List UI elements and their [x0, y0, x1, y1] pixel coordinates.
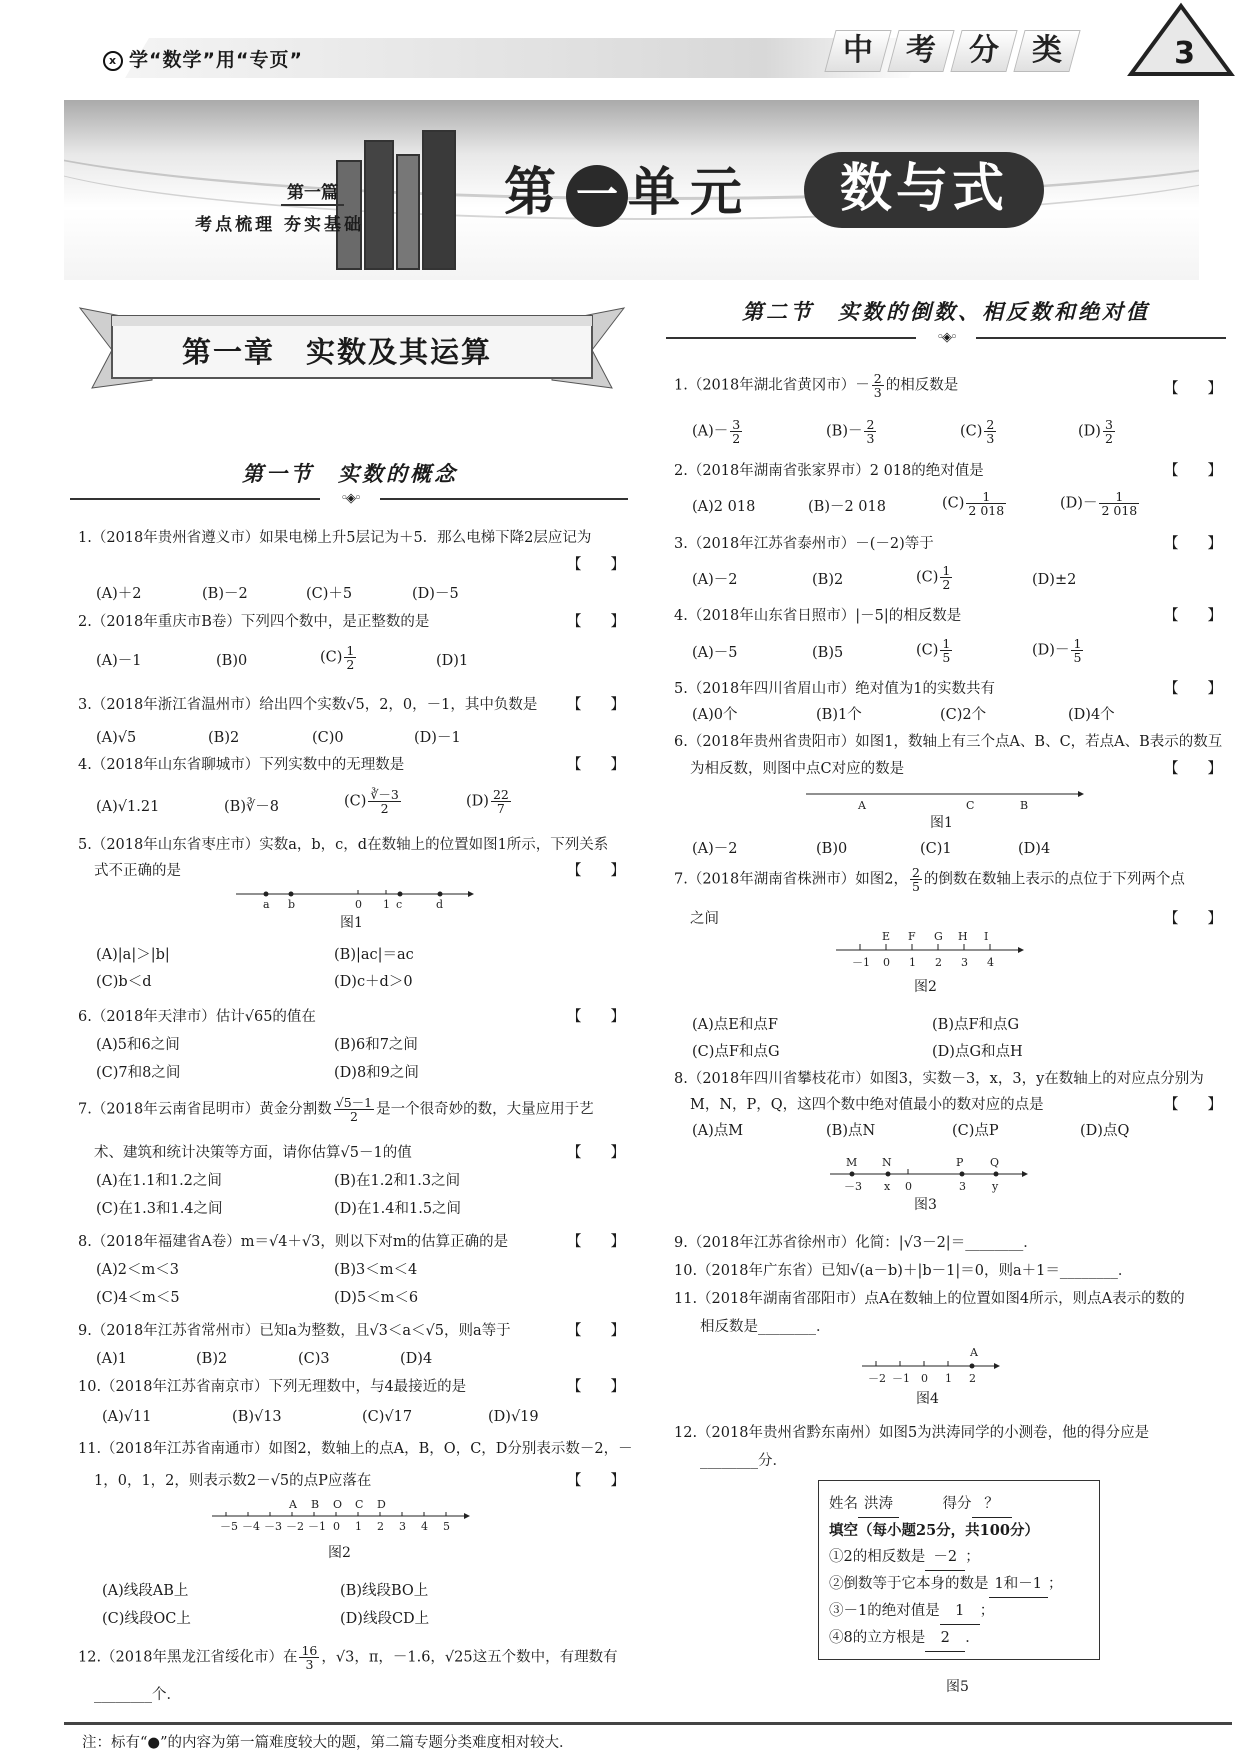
question: 1.（2018年贵州省遵义市）如果电梯上升5层记为＋5．那么电梯下降2层应记为: [78, 530, 592, 546]
question: 相反数是________．: [700, 1319, 831, 1335]
brand: [103, 48, 303, 73]
svg-text:F: F: [908, 930, 916, 943]
svg-text:C: C: [355, 1498, 364, 1511]
svg-text:H: H: [958, 930, 968, 943]
option: (D)4: [1018, 841, 1051, 857]
svg-text:I: I: [984, 930, 989, 943]
option: (D)c＋d＞0: [334, 974, 413, 990]
option: (C)7和8之间: [96, 1065, 181, 1081]
option: (B)－2 018: [808, 499, 886, 515]
question: 2.（2018年重庆市B卷）下列四个数中，是正整数的是: [78, 614, 430, 630]
unit-name: 数与式: [804, 152, 1044, 228]
option: (D)±2: [1032, 572, 1077, 588]
svg-text:a: a: [263, 898, 270, 911]
option: (A)√1.21: [96, 799, 160, 815]
question: 12.（2018年黑龙江省绥化市）在 $\frac{16}{3}$ ，√3，π，－1.6，√25这五个数中，有理数有: [78, 1643, 618, 1673]
svg-text:－5: －5: [220, 1520, 238, 1533]
question: 5.（2018年山东省枣庄市）实数a，b，c，d在数轴上的位置如图1所示，下列关系: [78, 837, 609, 853]
option: (C)1: [920, 841, 952, 857]
option: (B)线段BO上: [340, 1583, 429, 1599]
answer-bracket: 【 】: [1164, 608, 1222, 624]
svg-text:y: y: [992, 1180, 999, 1193]
question: 6.（2018年天津市）估计√65的值在: [78, 1009, 316, 1025]
question: 式不正确的是: [94, 863, 181, 879]
svg-text:4: 4: [987, 956, 994, 969]
question: 10.（2018年广东省）已知√(a－b)＋|b－1|＝0，则a＋1＝________．: [674, 1263, 1133, 1279]
footer-divider: [64, 1722, 1232, 1725]
ornament-icon: ◦◈◦: [916, 330, 976, 344]
question: 8.（2018年四川省攀枝花市）如图3，实数－3，x，3，y在数轴上的对应点分别为: [674, 1071, 1204, 1087]
option: (C)在1.3和1.4之间: [96, 1201, 223, 1217]
svg-text:Q: Q: [990, 1156, 1000, 1169]
svg-text:c: c: [396, 898, 403, 911]
option: (D)－5: [412, 586, 459, 602]
option: (D)1: [436, 653, 469, 669]
option: (B)3＜m＜4: [334, 1262, 418, 1278]
question: 8.（2018年福建省A卷）m＝√4＋√3，则以下对m的估算正确的是: [78, 1234, 509, 1250]
quiz-line: ②倒数等于它本身的数是 1和－1 ；: [829, 1571, 1089, 1598]
svg-text:A: A: [970, 1346, 978, 1359]
answer-bracket: 【 】: [1164, 381, 1222, 397]
option: (B)2: [196, 1351, 228, 1367]
question: ________个．: [94, 1687, 181, 1703]
svg-text:B: B: [1020, 799, 1029, 812]
option: (C)点F和点G: [692, 1044, 780, 1060]
number-line-figure: [862, 1344, 1002, 1394]
option: (D)√19: [488, 1409, 539, 1425]
chapter-ribbon: [72, 300, 632, 396]
figure-caption: 图2: [914, 979, 937, 995]
question: 4.（2018年山东省聊城市）下列实数中的无理数是: [78, 757, 405, 773]
option: (C)点P: [952, 1123, 999, 1139]
brand-text: 学“数学”用“专页”: [129, 49, 303, 71]
svg-text:2: 2: [935, 956, 942, 969]
question: 4.（2018年山东省日照市）|－5|的相反数是: [674, 608, 962, 624]
answer-bracket: 【 】: [1164, 463, 1222, 479]
section-title: 第二节 实数的倒数、相反数和绝对值: [742, 299, 1150, 324]
option: (C) $\frac{1}{2 018}$: [942, 489, 1005, 519]
score-value: ？: [972, 1491, 1012, 1518]
option: (A)－ $\frac{3}{2}$: [692, 417, 741, 447]
option: (C)＋5: [306, 586, 353, 602]
option: (B)在1.2和1.3之间: [334, 1173, 461, 1189]
svg-text:－1: －1: [308, 1520, 326, 1533]
answer-bracket: 【 】: [1164, 536, 1222, 552]
svg-text:3: 3: [399, 1520, 406, 1533]
option: (C)4＜m＜5: [96, 1290, 180, 1306]
question: ________分．: [700, 1453, 787, 1469]
question: 术、建筑和统计决策等方面，请你估算√5－1的值: [94, 1145, 412, 1161]
option: (B)1个: [816, 707, 862, 723]
option: (B)0: [216, 653, 248, 669]
svg-text:2: 2: [377, 1520, 384, 1533]
part-label: [134, 180, 364, 240]
question: 11.（2018年湖南省邵阳市）点A在数轴上的位置如图4所示，则点A表示的数的: [674, 1291, 1185, 1307]
question: 2.（2018年湖南省张家界市）2 018的绝对值是: [674, 463, 984, 479]
svg-text:A: A: [858, 799, 866, 812]
figure-caption: 图1: [340, 915, 363, 931]
option: (D)点G和点H: [932, 1044, 1023, 1060]
option: (D)－1: [414, 730, 461, 746]
svg-text:x: x: [884, 1180, 891, 1193]
question: M，N，P，Q，这四个数中绝对值最小的数对应的点是: [690, 1097, 1044, 1113]
quiz-header: 姓名 洪涛 得分 ？: [829, 1491, 1089, 1518]
quiz-heading: 填空（每小题25分，共100分）: [829, 1522, 1039, 1539]
category-char: 类: [1013, 30, 1080, 72]
option: (D)5＜m＜6: [334, 1290, 419, 1306]
number-line-figure: [212, 1496, 472, 1546]
option: (B)|ac|＝ac: [334, 947, 414, 963]
svg-text:－2: －2: [286, 1520, 304, 1533]
option: (D) $\frac{3}{2}$: [1078, 417, 1113, 447]
question: 为相反数，则图中点C对应的数是: [690, 761, 905, 777]
svg-text:b: b: [288, 898, 296, 911]
svg-text:N: N: [882, 1156, 892, 1169]
svg-text:－3: －3: [264, 1520, 282, 1533]
answer-bracket: 【 】: [567, 757, 625, 773]
option: (C) $\frac{2}{3}$: [960, 417, 995, 447]
svg-text:－3: －3: [844, 1180, 862, 1193]
option: (B)√13: [232, 1409, 282, 1425]
svg-text:5: 5: [443, 1520, 450, 1533]
option: (A)5和6之间: [96, 1037, 180, 1053]
figure-caption: 图5: [946, 1679, 969, 1695]
figure-caption: 图1: [930, 815, 953, 831]
svg-text:2: 2: [969, 1372, 976, 1385]
answer-bracket: 【 】: [567, 1145, 625, 1161]
logo-icon: x: [103, 51, 123, 71]
question: 7.（2018年云南省昆明市）黄金分割数 $\frac{√5-1}{2}$ 是一个很奇妙的数，大量应用于艺: [78, 1095, 594, 1125]
svg-text:M: M: [846, 1156, 858, 1169]
svg-text:C: C: [966, 799, 975, 812]
option: (A)＋2: [96, 586, 142, 602]
svg-text:1: 1: [945, 1372, 952, 1385]
svg-text:－1: －1: [892, 1372, 910, 1385]
svg-text:D: D: [377, 1498, 386, 1511]
chapter-title: 第一章 实数及其运算: [182, 335, 493, 369]
option: (A)1: [96, 1351, 128, 1367]
part-title: 第一篇: [281, 182, 344, 206]
question: 之间: [690, 911, 719, 927]
svg-text:－1: －1: [852, 956, 870, 969]
option: (B)－2: [202, 586, 248, 602]
answer-bracket: 【 】: [567, 614, 625, 630]
answer-bracket: 【 】: [567, 1379, 625, 1395]
option: (B)0: [816, 841, 848, 857]
svg-text:－4: －4: [242, 1520, 260, 1533]
option: (C)3: [298, 1351, 330, 1367]
option: (A)点M: [692, 1123, 744, 1139]
option: (D)－ $\frac{1}{5}$: [1032, 636, 1082, 666]
question: 9.（2018年江苏省常州市）已知a为整数，且√3＜a＜√5，则a等于: [78, 1323, 511, 1339]
option: (B)5: [812, 645, 844, 661]
figure-caption: 图4: [916, 1391, 939, 1407]
svg-text:G: G: [934, 930, 943, 943]
page-number: 3: [1174, 36, 1195, 71]
footer-note: 注：标有“●”的内容为第一篇难度较大的题，第二篇专题分类难度相对较大．: [82, 1735, 574, 1751]
option: (B)6和7之间: [334, 1037, 418, 1053]
category-char: 分: [950, 30, 1017, 72]
svg-text:E: E: [882, 930, 891, 943]
option: (D)点Q: [1080, 1123, 1130, 1139]
svg-text:0: 0: [333, 1520, 340, 1533]
question: 3.（2018年江苏省泰州市）－(－2)等于: [674, 536, 934, 552]
quiz-card: [818, 1480, 1100, 1660]
svg-text:1: 1: [909, 956, 916, 969]
option: (C) $\frac{1}{5}$: [916, 636, 951, 666]
option: (C)b＜d: [96, 974, 152, 990]
option: (A)－5: [692, 645, 738, 661]
answer-bracket: 【 】: [567, 1323, 625, 1339]
option: (D)线段CD上: [340, 1611, 430, 1627]
question: 9.（2018年江苏省徐州市）化简：|√3－2|＝________．: [674, 1235, 1038, 1251]
option: (A)2 018: [692, 499, 756, 515]
answer-bracket: 【 】: [1164, 681, 1222, 697]
question: 1，0，1，2，则表示数2－√5的点P应落在: [94, 1473, 372, 1489]
section-title: 第一节 实数的概念: [242, 461, 458, 486]
option: (A)2＜m＜3: [96, 1262, 179, 1278]
option: (B)点F和点G: [932, 1017, 1020, 1033]
category-char: 考: [887, 30, 954, 72]
option: (B)2: [208, 730, 240, 746]
option: (A)|a|＞|b|: [96, 947, 170, 963]
svg-text:4: 4: [421, 1520, 428, 1533]
option: (C) $\frac{1}{2}$: [320, 643, 355, 673]
option: (D)在1.4和1.5之间: [334, 1201, 462, 1217]
svg-text:A: A: [289, 1498, 297, 1511]
question: 3.（2018年浙江省温州市）给出四个实数√5，2，0，－1，其中负数是: [78, 697, 538, 713]
option: (A)－1: [96, 653, 142, 669]
option: (D)8和9之间: [334, 1065, 419, 1081]
svg-text:d: d: [436, 898, 444, 911]
part-subtitle: 考点梳理 夯实基础: [195, 215, 364, 235]
option: (B)∛－8: [224, 799, 279, 815]
answer-bracket: 【 】: [1164, 761, 1222, 777]
question: 10.（2018年江苏省南京市）下列无理数中，与4最接近的是: [78, 1379, 467, 1395]
option: (C)线段OC上: [102, 1611, 191, 1627]
question: 12.（2018年贵州省黔东南州）如图5为洪涛同学的小测卷，他的得分应是: [674, 1425, 1150, 1441]
option: (C)2个: [940, 707, 987, 723]
svg-text:3: 3: [959, 1180, 966, 1193]
figure-caption: 图3: [914, 1197, 937, 1213]
svg-text:P: P: [956, 1156, 964, 1169]
quiz-line: ①2的相反数是 －2 ；: [829, 1544, 1089, 1571]
number-line-figure: [830, 1154, 1030, 1202]
figure-caption: 图2: [328, 1545, 351, 1561]
student-name: 洪涛: [858, 1491, 899, 1518]
quiz-line: ④8的立方根是 2 ．: [829, 1625, 1089, 1652]
option: (C)0: [312, 730, 344, 746]
answer-bracket: 【 】: [567, 557, 625, 573]
option: (A)√5: [96, 730, 137, 746]
option: (A)－2: [692, 841, 738, 857]
option: (A)点E和点F: [692, 1017, 778, 1033]
question: 11.（2018年江苏省南通市）如图2，数轴上的点A，B，O，C，D分别表示数－2，－: [78, 1441, 633, 1457]
question: 1.（2018年湖北省黄冈市）－ $\frac{2}{3}$ 的相反数是: [674, 371, 959, 401]
unit-number-circle: 一: [566, 165, 628, 227]
svg-text:O: O: [333, 1498, 343, 1511]
category-char: 中: [824, 30, 891, 72]
svg-text:－2: －2: [868, 1372, 886, 1385]
answer-bracket: 【 】: [567, 1009, 625, 1025]
svg-text:0: 0: [905, 1180, 912, 1193]
quiz-line: ③－1的绝对值是 1 ；: [829, 1598, 1089, 1625]
ornament-icon: ◦◈◦: [320, 491, 380, 505]
option: (C)√17: [362, 1409, 413, 1425]
number-line-figure: [836, 928, 1026, 978]
option: (A)线段AB上: [102, 1583, 189, 1599]
answer-bracket: 【 】: [567, 697, 625, 713]
option: (A)0个: [692, 707, 738, 723]
unit-title: 第 一 单元: [504, 160, 752, 228]
question: 7.（2018年湖南省株洲市）如图2， $\frac{2}{5}$ 的倒数在数轴上表示的点位于下列两个点: [674, 865, 1185, 895]
option: (B)2: [812, 572, 844, 588]
option: (D)4个: [1068, 707, 1115, 723]
answer-bracket: 【 】: [567, 863, 625, 879]
option: (A)√11: [102, 1409, 152, 1425]
answer-bracket: 【 】: [567, 1234, 625, 1250]
option: (C) $\frac{1}{2}$: [916, 563, 951, 593]
option: (D)－ $\frac{1}{2 018}$: [1060, 489, 1138, 519]
option: (B)－ $\frac{2}{3}$: [826, 417, 875, 447]
svg-text:3: 3: [961, 956, 968, 969]
svg-text:0: 0: [883, 956, 890, 969]
answer-bracket: 【 】: [1164, 911, 1222, 927]
svg-text:1: 1: [355, 1520, 362, 1533]
answer-bracket: 【 】: [567, 1473, 625, 1489]
option: (D) $\frac{22}{7}$: [466, 787, 509, 817]
question: 6.（2018年贵州省贵阳市）如图1，数轴上有三个点A、B、C，若点A、B表示的数互: [674, 734, 1223, 750]
option: (A)－2: [692, 572, 738, 588]
page-header: [55, 0, 1235, 82]
unit-banner: [64, 100, 1199, 280]
answer-bracket: 【 】: [1164, 1097, 1222, 1113]
svg-text:1: 1: [383, 898, 390, 911]
question: 5.（2018年四川省眉山市）绝对值为1的实数共有: [674, 681, 995, 697]
svg-text:0: 0: [355, 898, 362, 911]
option: (B)点N: [826, 1123, 876, 1139]
option: (C) $\frac{∛-3}{2}$: [344, 787, 399, 817]
svg-text:0: 0: [921, 1372, 928, 1385]
svg-text:B: B: [311, 1498, 320, 1511]
option: (D)4: [400, 1351, 433, 1367]
option: (A)在1.1和1.2之间: [96, 1173, 222, 1189]
